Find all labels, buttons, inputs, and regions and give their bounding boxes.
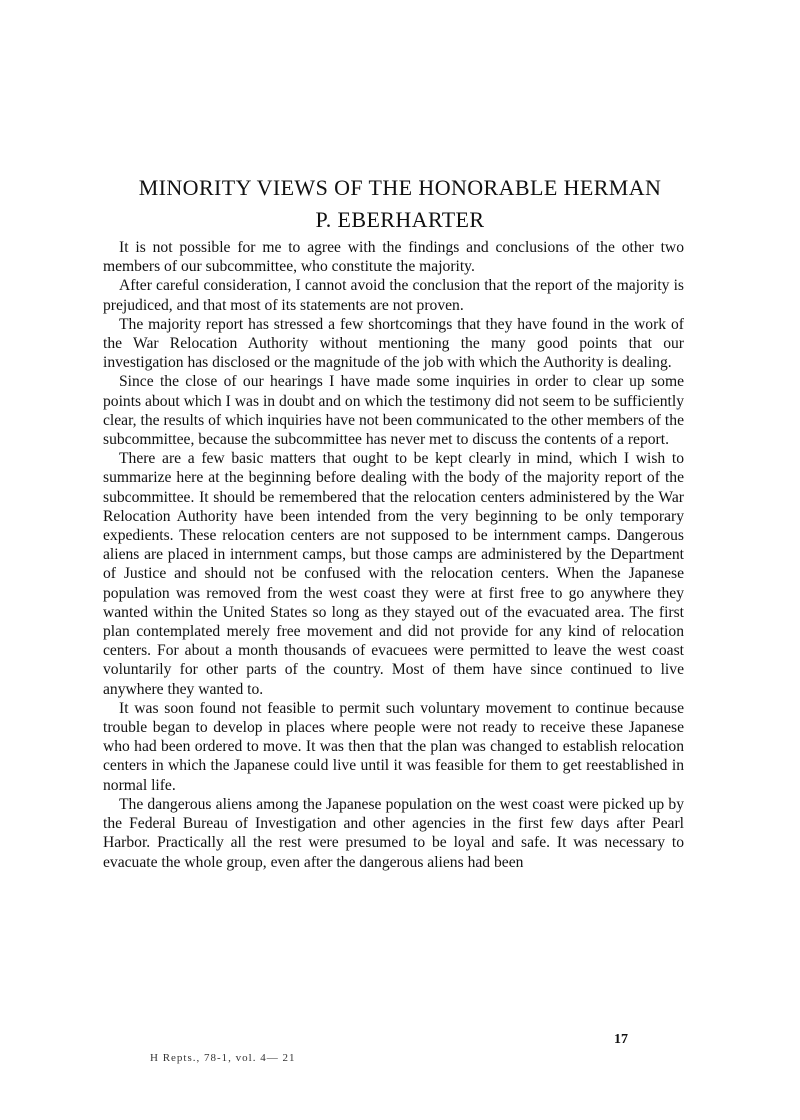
body-text — [103, 238, 684, 872]
paragraph: After careful consideration, I cannot avoid the conclusion that the report of the majority is prejudiced, and that most of its statements are not proven. — [103, 277, 684, 314]
paragraph: It was soon found not feasible to permit such voluntary movement to continue because trouble began to develop in places where people were not ready to receive these Japanese who had been ordered to move. It was then that the plan was changed to establish relocation centers in which the Japanese could live until it was feasible for them to get reestablished in normal life. — [103, 699, 684, 794]
paragraph: The dangerous aliens among the Japanese population on the west coast were picked up by the Federal Bureau of Investigation and other agencies in the first few days after Pearl Harbor. Practically all the rest were presumed to be loyal and safe. It was necessary to evacuate the whole group, even after the dangerous aliens had been — [103, 795, 684, 871]
page-number: 17 — [614, 1032, 628, 1047]
title-line-2: P. EBERHARTER — [315, 207, 485, 232]
footer-signature: H Repts., 78-1, vol. 4— 21 — [150, 1052, 296, 1064]
paragraph: There are a few basic matters that ought to be kept clearly in mind, which I wish to summarize here at the beginning before dealing with the body of the majority report of the subcommittee. It should be remembered that the relocation centers administered by the War Relocation Authority have been intended from the very beginning to be only temporary expedients. These relocation centers are not supposed to be internment camps. Dangerous aliens are placed in internment camps, but those camps are administered by the Department of Justice and should not be confused with the relocation centers. When the Japanese population was removed from the west coast they were at first free to go anywhere they wanted within the United States so long as they stayed out of the evacuated area. The first plan contemplated merely free movement and did not provide for any kind of relocation centers. For about a month thousands of evacuees were permitted to leave the west coast voluntarily for other parts of the country. Most of them have since continued to live anywhere they wanted to. — [103, 450, 684, 698]
page-title — [60, 172, 740, 236]
paragraph: Since the close of our hearings I have made some inquiries in order to clear up some points about which I was in doubt and on which the testimony did not seem to be sufficiently clear, the results of which inquiries have not been communicated to the other members of the subcommittee, because the subcommittee has never met to discuss the contents of a report. — [103, 373, 684, 449]
paragraph: It is not possible for me to agree with the findings and conclusions of the other two members of our subcommittee, who constitute the majority. — [103, 239, 684, 276]
title-line-1: MINORITY VIEWS OF THE HONORABLE HERMAN — [138, 175, 662, 200]
paragraph: The majority report has stressed a few shortcomings that they have found in the work of the War Relocation Authority without mentioning the many good points that our investigation has disclosed or the magnitude of the job with which the Authority is dealing. — [103, 315, 684, 372]
